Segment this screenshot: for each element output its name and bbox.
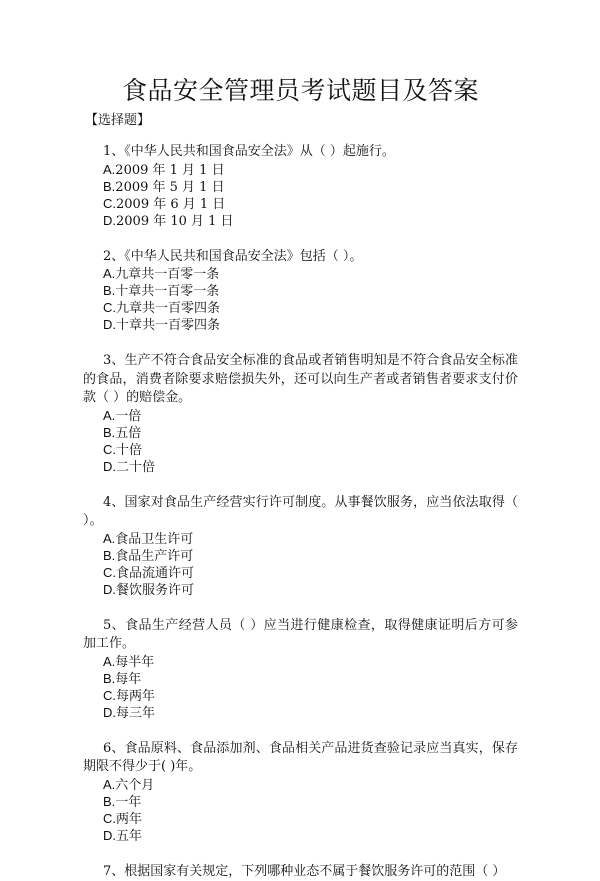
option-text: 九章共一百零一条 bbox=[115, 267, 219, 282]
answer-option bbox=[103, 196, 518, 213]
option-letter: D. bbox=[103, 582, 116, 597]
option-letter: C. bbox=[103, 196, 116, 211]
question-text: 1、《中华人民共和国食品安全法》从（ ）起施行。 bbox=[83, 143, 518, 162]
answer-option bbox=[103, 794, 518, 811]
option-text: 五倍 bbox=[115, 426, 141, 441]
option-letter: C. bbox=[103, 300, 116, 315]
question-block bbox=[83, 863, 518, 881]
answer-option bbox=[103, 548, 518, 565]
question-text: 3、生产不符合食品安全标准的食品或者销售明知是不符合食品安全标准的食品，消费者除要求赔偿损失外，还可以向生产者或者销售者要求支付价款（ ）的赔偿金。 bbox=[83, 352, 518, 408]
option-text: 2009 年 5 月 1 日 bbox=[115, 180, 224, 195]
answer-option bbox=[103, 811, 518, 828]
option-letter: A. bbox=[103, 408, 115, 423]
option-letter: A. bbox=[103, 162, 115, 177]
section-label: 【选择题】 bbox=[85, 112, 518, 130]
answer-option bbox=[103, 688, 518, 705]
option-text: 食品生产许可 bbox=[115, 549, 193, 564]
option-letter: D. bbox=[103, 459, 116, 474]
option-text: 十章共一百零一条 bbox=[115, 284, 219, 299]
question-text: 4、国家对食品生产经营实行许可制度。从事餐饮服务，应当依法取得（ ）。 bbox=[83, 494, 518, 531]
question-block bbox=[83, 143, 518, 230]
option-letter: A. bbox=[103, 654, 115, 669]
option-letter: A. bbox=[103, 531, 115, 546]
answer-option bbox=[103, 162, 518, 179]
question-block bbox=[83, 248, 518, 335]
question-text: 7、根据国家有关规定，下列哪种业态不属于餐饮服务许可的范围（ ） bbox=[83, 863, 518, 881]
option-text: 2009 年 1 月 1 日 bbox=[115, 163, 224, 178]
question-block bbox=[83, 740, 518, 845]
question-list bbox=[83, 143, 518, 881]
answer-option bbox=[103, 459, 518, 476]
question-text: 2、《中华人民共和国食品安全法》包括（ ）。 bbox=[83, 248, 518, 267]
answer-option bbox=[103, 213, 518, 230]
answer-option bbox=[103, 828, 518, 845]
option-text: 每年 bbox=[115, 672, 141, 687]
option-text: 餐饮服务许可 bbox=[116, 583, 194, 598]
option-text: 一倍 bbox=[115, 409, 141, 424]
answer-option bbox=[103, 654, 518, 671]
option-text: 两年 bbox=[116, 812, 142, 827]
answer-option bbox=[103, 266, 518, 283]
option-text: 每半年 bbox=[115, 655, 154, 670]
option-text: 五年 bbox=[116, 829, 142, 844]
option-letter: D. bbox=[103, 828, 116, 843]
question-block bbox=[83, 617, 518, 722]
answer-option bbox=[103, 425, 518, 442]
option-text: 十章共一百零四条 bbox=[116, 318, 220, 333]
option-text: 食品卫生许可 bbox=[115, 532, 193, 547]
answer-option bbox=[103, 777, 518, 794]
option-text: 每三年 bbox=[116, 706, 155, 721]
answer-option bbox=[103, 565, 518, 582]
option-letter: B. bbox=[103, 671, 115, 686]
option-text: 一年 bbox=[115, 795, 141, 810]
question-text: 6、食品原料、食品添加剂、食品相关产品进货查验记录应当真实，保存期限不得少于( )年。 bbox=[83, 740, 518, 777]
answer-option bbox=[103, 283, 518, 300]
question-block bbox=[83, 494, 518, 599]
option-letter: D. bbox=[103, 213, 116, 228]
option-letter: B. bbox=[103, 179, 115, 194]
document-title: 食品安全管理员考试题目及答案 bbox=[83, 74, 518, 108]
option-letter: C. bbox=[103, 811, 116, 826]
option-text: 二十倍 bbox=[116, 460, 155, 475]
answer-option bbox=[103, 300, 518, 317]
option-text: 十倍 bbox=[116, 443, 142, 458]
option-text: 九章共一百零四条 bbox=[116, 301, 220, 316]
option-letter: C. bbox=[103, 442, 116, 457]
answer-option bbox=[103, 671, 518, 688]
answer-option bbox=[103, 408, 518, 425]
option-text: 六个月 bbox=[115, 778, 154, 793]
answer-option bbox=[103, 442, 518, 459]
answer-option bbox=[103, 179, 518, 196]
option-letter: A. bbox=[103, 777, 115, 792]
option-letter: D. bbox=[103, 317, 116, 332]
answer-option bbox=[103, 705, 518, 722]
option-text: 食品流通许可 bbox=[116, 566, 194, 581]
option-text: 2009 年 10 月 1 日 bbox=[116, 214, 234, 229]
answer-option bbox=[103, 531, 518, 548]
option-letter: B. bbox=[103, 283, 115, 298]
option-letter: D. bbox=[103, 705, 116, 720]
option-letter: C. bbox=[103, 688, 116, 703]
answer-option bbox=[103, 317, 518, 334]
question-text: 5、食品生产经营人员（ ）应当进行健康检查，取得健康证明后方可参加工作。 bbox=[83, 617, 518, 654]
option-letter: C. bbox=[103, 565, 116, 580]
question-block bbox=[83, 352, 518, 476]
option-text: 每两年 bbox=[116, 689, 155, 704]
option-letter: B. bbox=[103, 548, 115, 563]
answer-option bbox=[103, 582, 518, 599]
option-letter: B. bbox=[103, 425, 115, 440]
option-text: 2009 年 6 月 1 日 bbox=[116, 197, 225, 212]
option-letter: A. bbox=[103, 266, 115, 281]
option-letter: B. bbox=[103, 794, 115, 809]
